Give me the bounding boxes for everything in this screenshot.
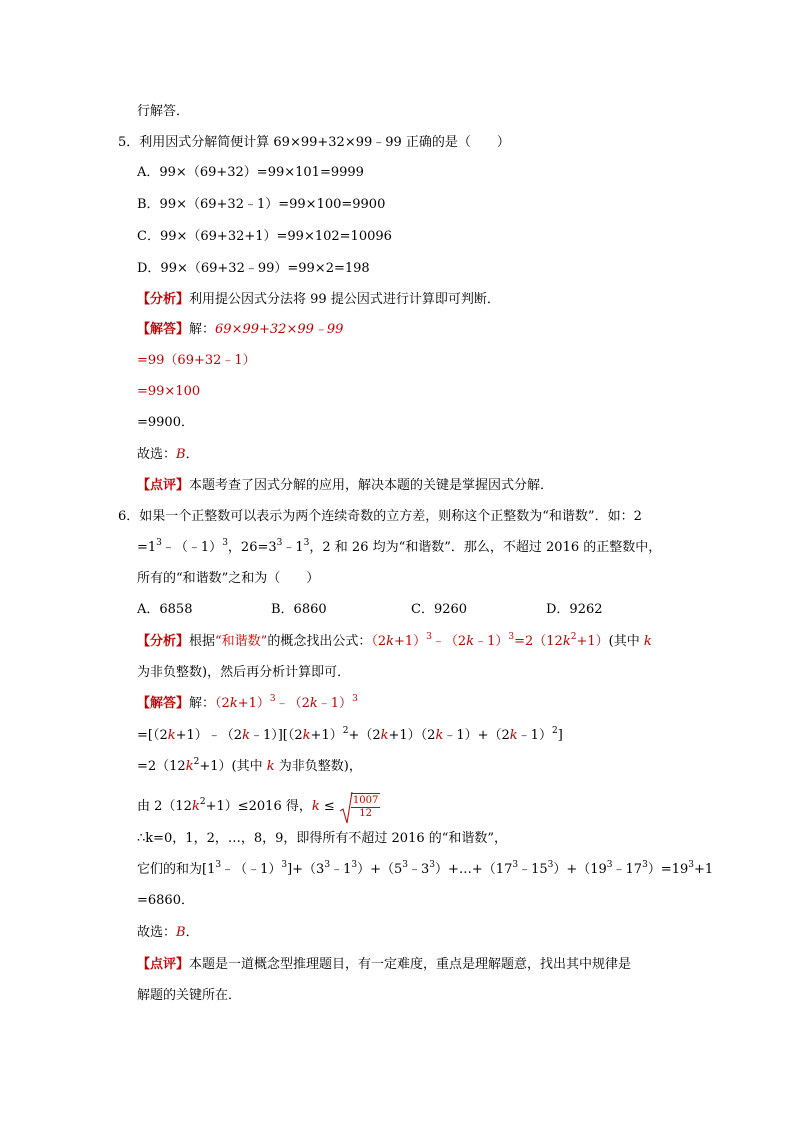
analysis-tag: 【分析】: [137, 292, 190, 307]
choice-label: 故选：: [137, 925, 177, 940]
question-6-stem-line-3: 所有的“和谐数”之和为（ ）: [137, 571, 320, 586]
question-6-choice: [137, 924, 199, 942]
question-6-answer: [137, 695, 358, 713]
comment-text: 本题考查了因式分解的应用，解决本题的关键是掌握因式分解．: [189, 478, 554, 493]
question-6-option-b: B．6860: [271, 602, 327, 617]
answer-lead: 解：: [189, 322, 216, 337]
answer-expression: $(2k+1)^3﹣(2k﹣1)^3$: [215, 693, 358, 711]
analysis-paren: (其中 k: [608, 634, 652, 649]
question-5-step-1: =99（69+32﹣1）: [137, 353, 256, 368]
previous-answer-tail: 行解答．: [137, 104, 190, 119]
question-5-analysis: [137, 291, 500, 309]
question-5-option-c: C．99×（69+32+1）=99×102=10096: [137, 229, 392, 244]
question-6-option-c: C．9260: [411, 602, 468, 617]
choice-value: B: [176, 447, 186, 462]
question-5-answer: [137, 321, 343, 339]
fraction-denominator: 12: [359, 808, 373, 819]
analysis-tag: 【分析】: [137, 634, 190, 649]
question-5-option-b: B．99×（69+32﹣1）=99×100=9900: [137, 197, 386, 212]
question-5-choice: [137, 446, 199, 464]
question-5-option-d: D．99×（69+32﹣99）=99×2=198: [137, 261, 370, 276]
question-6-option-d: D．9262: [546, 602, 603, 617]
answer-tag: 【解答】: [137, 322, 190, 337]
analysis-text: 利用提公因式分法将 99 提公因式进行计算即可判断．: [189, 292, 500, 307]
choice-label: 故选：: [137, 447, 177, 462]
question-5-comment: [137, 477, 553, 495]
answer-lead: 解：: [189, 696, 216, 711]
comment-text: 本题是一道概念型推理题目，有一定难度，重点是理解题意，找出其中规律是: [189, 957, 632, 972]
question-6-analysis: [137, 633, 652, 651]
question-6-stem-line-2: $=1^3﹣(﹣1)^3$，$26=3^3﹣1^3$，2 和 26 均为“和谐数”．那么，不超过 2016 的正整数中，: [137, 537, 662, 555]
analysis-text-a: 根据: [189, 634, 216, 649]
question-5-step-3: =9900．: [137, 415, 194, 430]
choice-end: ．: [185, 925, 199, 940]
analysis-text-c: 的概念找出公式：: [267, 634, 372, 649]
question-6-step-3: 由 $2(12k^2+1)\le 2016$ 得，k ≤ $\frac{1007}{12}$: [137, 793, 380, 820]
analysis-keyword: “和谐数”: [215, 634, 268, 649]
question-6-option-a: A．6858: [137, 602, 193, 617]
answer-expression: 69×99+32×99﹣99: [215, 322, 344, 337]
question-6-analysis-cont: 为非负整数)，然后再分析计算即可．: [137, 665, 351, 680]
choice-end: ．: [185, 447, 199, 462]
question-6-step-1: $=[(2k+1)﹣(2k﹣1)][(2k+1)^2+(2k+1)(2k﹣1)+(2k﹣1)^2]$: [137, 725, 563, 743]
question-6-comment: [137, 956, 631, 974]
sqrt-expression: [339, 793, 380, 820]
question-5-step-2: =99×100: [137, 384, 201, 399]
question-6-step-4: ∴k=0，1，2，…，8，9，即得所有不超过 2016 的“和谐数”，: [137, 831, 508, 846]
question-6-step-5: 它们的和为$[1^3﹣(﹣1)^3]+(3^3﹣1^3)+(5^3﹣3^3)+\dots+(17^3﹣15^3)+(19^3﹣17^3)=19^3+1$: [137, 859, 714, 877]
fraction-numerator: 1007: [352, 795, 379, 806]
answer-tag: 【解答】: [137, 696, 190, 711]
comment-tag: 【点评】: [137, 957, 190, 972]
question-5-option-a: A．99×（69+32）=99×101=9999: [137, 165, 364, 180]
choice-value: B: [176, 925, 186, 940]
comment-tag: 【点评】: [137, 478, 190, 493]
analysis-formula: $(2k+1)^3﹣(2k﹣1)^3=2(12k^2+1)$: [371, 631, 609, 649]
question-6-stem-line-1: 6．如果一个正整数可以表示为两个连续奇数的立方差，则称这个正整数为“和谐数”．如：2: [118, 509, 642, 524]
question-5-stem: 5．利用因式分解简便计算 69×99+32×99﹣99 正确的是（ ）: [118, 135, 510, 150]
question-6-step-6: =6860．: [137, 893, 194, 908]
question-6-comment-cont: 解题的关键所在．: [137, 988, 242, 1003]
question-6-step-2: $=2(12k^2+1)$(其中 k 为非负整数)，: [137, 756, 362, 774]
